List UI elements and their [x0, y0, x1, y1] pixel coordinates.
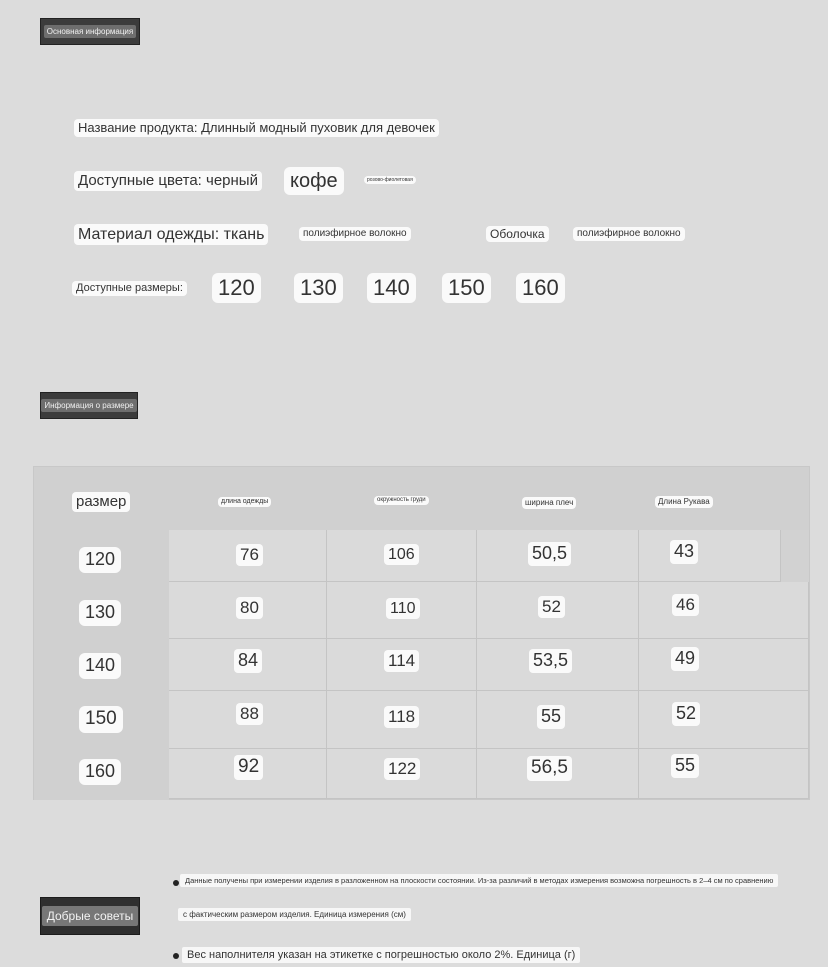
table-cell-value: 49	[671, 647, 699, 671]
shell-material: полиэфирное волокно	[573, 227, 685, 241]
table-cell	[639, 530, 781, 582]
table-header-length: длина одежды	[218, 497, 271, 507]
material-label: Материал одежды: ткань	[74, 224, 268, 245]
tip-note-1-line-2: с фактическим размером изделия. Единица измерения (см)	[178, 908, 411, 921]
table-cell	[639, 582, 809, 639]
table-cell-value: 110	[386, 598, 420, 619]
table-cell-value: 50,5	[528, 542, 571, 566]
section-tag-basic-info-label: Основная информация	[44, 25, 136, 38]
section-tag-size-info-label: Информация о размере	[41, 399, 136, 412]
color-pink: розово-фиолетовая	[364, 176, 416, 184]
table-row-size: 120	[79, 547, 121, 573]
bullet-icon	[173, 953, 179, 959]
section-tag-tips	[40, 897, 140, 935]
size-chip: 160	[516, 273, 565, 303]
table-cell	[639, 639, 809, 691]
color-coffee: кофе	[284, 167, 344, 195]
table-header-size: размер	[72, 492, 130, 512]
sizes-label: Доступные размеры:	[72, 281, 187, 296]
tip-note-2: Вес наполнителя указан на этикетке с погрешностью около 2%. Единица (г)	[182, 947, 580, 963]
table-cell-value: 122	[384, 758, 420, 780]
size-chip: 130	[294, 273, 343, 303]
shell-label: Оболочка	[486, 226, 549, 242]
table-cell-value: 80	[236, 597, 263, 619]
size-table	[33, 466, 810, 800]
table-cell	[639, 749, 809, 799]
table-cell-value: 52	[672, 702, 700, 726]
table-row-size: 150	[79, 706, 123, 733]
table-cell-value: 55	[537, 705, 565, 729]
table-cell-value: 92	[234, 755, 263, 780]
tip-note-1-line-1: Данные получены при измерении изделия в разложенном на плоскости состоянии. Из-за различий в методах измерения возможна погрешность в 2–4 см по сравнению	[180, 874, 778, 887]
colors-label: Доступные цвета: черный	[74, 171, 262, 191]
table-cell-value: 114	[384, 650, 419, 672]
table-cell-value: 43	[670, 540, 698, 564]
table-cell	[639, 691, 809, 749]
section-tag-tips-label: Добрые советы	[42, 906, 139, 926]
table-cell-value: 84	[234, 649, 262, 673]
size-chip: 150	[442, 273, 491, 303]
table-cell-value: 55	[671, 754, 699, 778]
product-name: Название продукта: Длинный модный пуховик для девочек	[74, 119, 439, 137]
table-header-shoulder: ширина плеч	[522, 497, 576, 509]
table-row-size: 130	[79, 600, 121, 626]
table-cell-value: 46	[672, 594, 699, 616]
size-chip: 140	[367, 273, 416, 303]
table-header-chest: окружность груди	[374, 496, 429, 505]
material-fabric: полиэфирное волокно	[299, 227, 411, 241]
bullet-icon	[173, 880, 179, 886]
table-cell-value: 76	[236, 544, 263, 566]
table-cell-value: 106	[384, 544, 419, 565]
section-tag-basic-info	[40, 18, 140, 45]
table-row-size: 140	[79, 653, 121, 679]
table-cell-value: 56,5	[527, 756, 572, 781]
table-cell-value: 88	[236, 703, 263, 725]
table-header-sleeve: Длина Рукава	[655, 496, 713, 508]
table-cell-value: 118	[384, 706, 419, 728]
table-cell-value: 53,5	[529, 649, 572, 673]
table-row-size: 160	[79, 759, 121, 785]
section-tag-size-info	[40, 392, 138, 419]
table-cell-value: 52	[538, 596, 565, 618]
size-chip: 120	[212, 273, 261, 303]
